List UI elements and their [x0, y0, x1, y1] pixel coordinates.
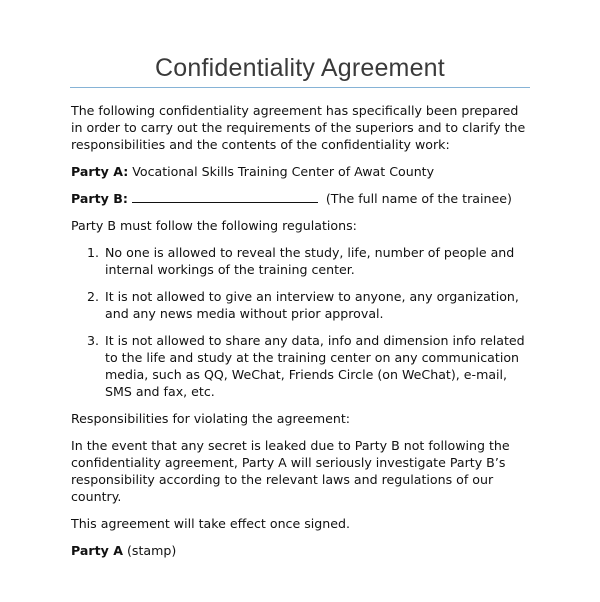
signature-label: Party A [71, 543, 123, 558]
party-a-line [71, 163, 533, 180]
list-item-text: It is not allowed to share any data, info and dimension info related to the life and study at the training center on any communication media, such as QQ, WeChat, Friends Circle (on WeChat), e-mail, SMS and fax, etc. [105, 333, 525, 399]
list-item-text: It is not allowed to give an interview to anyone, any organization, and any news media without prior approval. [105, 289, 519, 321]
party-a-label: Party A: [71, 164, 129, 179]
document-title: Confidentiality Agreement [155, 54, 445, 82]
document-body [71, 102, 533, 569]
effect-paragraph: This agreement will take effect once signed. [71, 516, 351, 531]
list-item-number: 1. [87, 245, 100, 260]
party-b-label: Party B: [71, 191, 128, 206]
list-item [71, 244, 533, 278]
list-item-number: 3. [87, 333, 100, 348]
responsibilities-heading: Responsibilities for violating the agreement: [71, 411, 351, 426]
party-b-line [71, 190, 533, 207]
intro-paragraph: The following confidentiality agreement has specifically been prepared in order to carry out the requirements of the superiors and to clarify the responsibilities and the contents of the confidentiality work: [71, 103, 526, 152]
responsibilities-paragraph: In the event that any secret is leaked due to Party B not following the confidentiality agreement, Party A will seriously investigate Party B’s responsibility according to the relevant laws and regulations of our country. [71, 438, 510, 504]
party-b-note: (The full name of the trainee) [325, 191, 512, 206]
title-divider [70, 87, 530, 88]
signature-note: (stamp) [126, 543, 177, 558]
list-item-text: No one is allowed to reveal the study, life, number of people and internal workings of the training center. [105, 245, 515, 277]
signature-line [71, 542, 533, 559]
regulations-heading: Party B must follow the following regulations: [71, 218, 357, 233]
list-item-number: 2. [87, 289, 100, 304]
party-a-value: Vocational Skills Training Center of Awat County [132, 164, 435, 179]
regulations-list [71, 244, 533, 400]
list-item [71, 288, 533, 322]
party-b-blank-line [132, 190, 318, 203]
list-item [71, 332, 533, 400]
